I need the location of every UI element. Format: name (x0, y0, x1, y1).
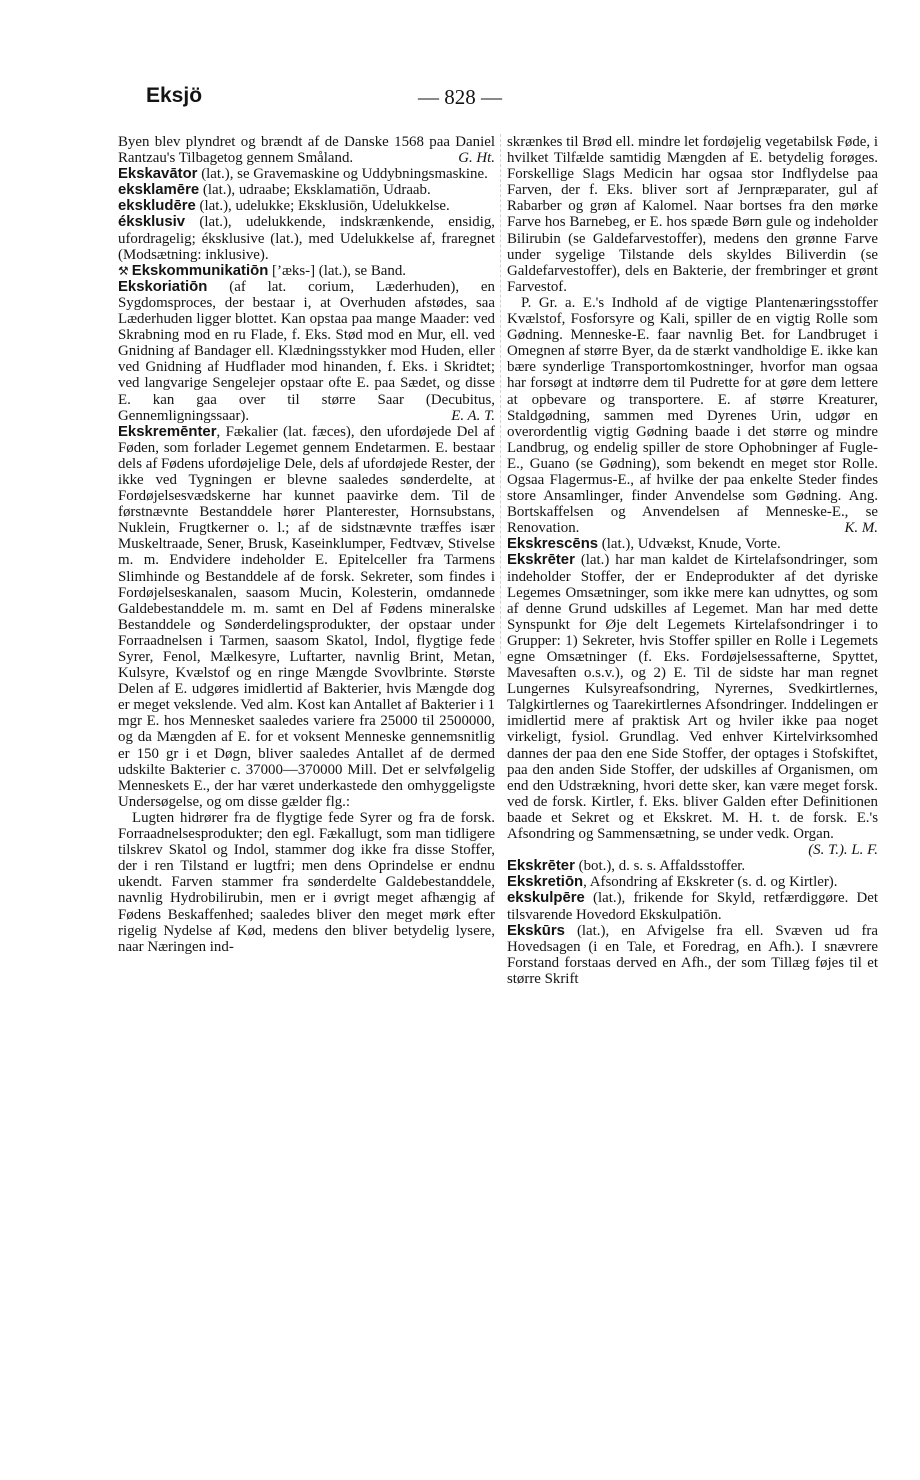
entry-text: skrænkes til Brød ell. mindre let fordøjelig vegetabilsk Føde, i hvilket Tilfælde samtidig Mængden af E. betydelig forøges. Forskellige Slags Medicin har ogsaa stor Indflydelse paa Farven, der f. Eks. bliver sort af Jernpræparater, gul af Rabarber og grøn af Kalomel. Naar bortses fra den mørke Farve hos Barnebeg, er E. hos spæde Børn gule og indeholder Bilirubin (se Galdefarvestoffer), medens den grønne Farve under sygelige Tilstande dels skyldes Biliverdin (se Galdefarvestoffer), dels en Bakterie, der frembringer et grønt Farvestof. (507, 134, 878, 295)
headword: ekskulpēre (507, 890, 585, 907)
entry-text: (lat.), frikende for Skyld, retfærdiggøre. Det tilsvarende Hovedord Ekskulpatiōn. (507, 890, 878, 923)
entry-text: (lat.), en Afvigelse fra ell. Svæven ud fra Hovedsagen (i en Tale, et Foredrag, en Afh.). I snævrere Forstand forstaas derved en Afh., der som Tillæg føjes til et større Skrift (507, 922, 878, 987)
author-signature: (S. T.). L. F. (808, 842, 878, 859)
headword: Ekskavātor (118, 166, 198, 183)
headword: Ekskommunikatiōn (131, 262, 269, 279)
entry-paragraph (507, 536, 878, 552)
entry-paragraph (118, 263, 495, 279)
entry-text: (lat.) har man kaldet de Kirtelafsondringer, som indeholder Stoffer, der er Endeprodukter af det dyriske Legemes Omsætninger, som ikke mere kan udnyttes, og som af denne Grund udskilles af Legemet. Man har med dette Synspunkt for Øje delt Legemets Kirtelafsondringer i to Grupper: 1) Sekreter, hvis Stoffer spiller en Rolle i Legemets egne Omsætninger (f. Eks. Fordøjelsessafterne, Spyttet, Mavesaften o.s.v.), og 2) E. Til de sidste har man regnet Lungernes Kulsyreafsondring, Nyrernes, Svedkirtlernes, Talgkirtlernes og Taarekirtlernes Afsondringer. Inddelingen er imidlertid mere af praktisk Art og hviler ikke paa noget virkeligt, fysiol. Grundlag. Ved enhver Kirtelvirksomhed dannes der paa den ene Side Stoffer, der optages i Stofskiftet, paa den anden Side Stoffer, der udskilles af Organismen, om end den Udstrækning, hvori dette sker, kan være meget forsk. ved de forsk. Kirtler, f. Eks. bliver Galden efter Definitionen baade et Sekret og et Ekskret. M. H. t. de forsk. E.'s Afsondring og Sammensætning, se under vedk. Organ. (507, 552, 878, 843)
entry-text: P. Gr. a. E.'s Indhold af de vigtige Plantenæringsstoffer Kvælstof, Fosforsyre og Kali, spiller de en vigtig Rolle som Gødning. Menneske-E. faar navnlig Bet. for Landbruget i Omegnen af større Byer, da de stærkt vandholdige E. ikke kan bære synderlige Transportomkostninger, hvorfor man ogsaa har forsøgt at indtørre dem til Pudrette for at gøre dem lettere at opbevare og transportere. E. af større Kreaturer, Staldgødning, sammen med Dyrenes Urin, udgør en overordentlig vigtig Gødning baade i det større og mindre Landbrug, og endelig spiller de store Ophobninger af Fugle-E., Guano (se Gødning), som bekendt en meget stor Rolle. Ogsaa Flagermus-E., af hvilke der paa enkelte Steder findes store Ansamlinger, finder Anvendelse som Gødning. Ang. Bortskaffelsen og Anvendelsen af Menneske-E., se Renovation. (507, 294, 878, 537)
column-divider (500, 134, 502, 654)
entry-text: (lat.), udelukke; Eksklusiōn, Udelukkelse. (195, 198, 450, 215)
entry-paragraph (118, 134, 495, 166)
entry-text: [’æks-] (lat.), se Band. (268, 262, 407, 279)
entry-text: (af lat. corium, Læderhuden), en Sygdomsproces, der bestaar i, at Overhuden afstødes, saa Læderhuden ligger blottet. Kan opstaa paa mange Maader: ved Skrabning mod en ru Flade, f. Eks. Stød mod en Mur, ell. ved Gnidning af Bandager ell. Klædningsstykker mod Huden, eller ved Gnidning af Hudflader mod hinanden, f. Eks. i Skridtet; ved langvarige Sengelejer opstaar ofte E. paa Sædet, og disse E. kan gaa over til større Saar (Decubitus, Gennemligningssaar). (118, 278, 495, 424)
entry-text: , Afsondring af Ekskreter (s. d. og Kirtler). (583, 874, 838, 891)
entry-paragraph (507, 858, 878, 874)
entry-paragraph (118, 279, 495, 424)
author-signature: K. M. (844, 520, 878, 537)
headword: éksklusiv (118, 214, 186, 231)
entry-paragraph (507, 923, 878, 987)
right-column (507, 134, 878, 987)
page-number: — 828 — (418, 85, 502, 109)
headword: Ekskoriatiōn (118, 278, 208, 295)
entry-paragraph (507, 874, 878, 890)
entry-text: (lat.), udelukkende, indskrænkende, ensidig, ufordragelig; éksklusive (lat.), med Udelukkelse af, fraregnet (Modsætning: inklusive). (118, 214, 495, 263)
entry-paragraph (118, 214, 495, 262)
entry-paragraph (507, 552, 878, 858)
headword: eksklamēre (118, 182, 200, 199)
entry-text: (lat.), Udvækst, Knude, Vorte. (598, 536, 781, 553)
entry-paragraph (118, 166, 495, 182)
headword: Ekskrescēns (507, 536, 599, 553)
left-column (118, 134, 495, 955)
headword: Ekskrēter (507, 858, 575, 875)
entry-text: (lat.), udraabe; Eksklamatiōn, Udraab. (199, 182, 431, 199)
entry-text: (bot.), d. s. s. Affaldsstoffer. (574, 858, 746, 875)
entry-paragraph (507, 890, 878, 922)
entry-text: (lat.), se Gravemaskine og Uddybningsmaskine. (197, 166, 488, 183)
author-signature: E. A. T. (451, 407, 495, 424)
entry-paragraph (118, 424, 495, 810)
headword: Ekskremēnter (118, 423, 217, 440)
running-head-word: Eksjö (146, 84, 203, 107)
author-signature: G. Ht. (458, 150, 495, 167)
entry-paragraph (118, 810, 495, 955)
entry-paragraph (507, 134, 878, 295)
entry-text: Lugten hidrører fra de flygtige fede Syrer og fra de forsk. Forraadnelsesprodukter; den egl. Fækallugt, som man tidligere tilskrev Skatol og Indol, stammer dog ikke fra disse Stoffer, der i ren Tilstand er lugtfri; men dens Oprindelse er endnu ukendt. Farven stammer fra sønderdelte Galdebestanddele, navnlig Hydrobilirubin, men er i øvrigt meget afhængig af Fødens Beskaffenhed; saaledes bliver den meget mørk efter rigelig Nydelse af Kød, medens den bliver betydelig lysere, naar Næringen ind- (118, 809, 495, 955)
entry-paragraph (118, 182, 495, 198)
entry-text: Byen blev plyndret og brændt af de Danske 1568 paa Daniel Rantzau's Tilbagetog gennem Småland. (118, 134, 495, 167)
headword: ekskludēre (118, 198, 196, 215)
entry-paragraph (507, 295, 878, 536)
headword: Ekskretiōn (507, 874, 584, 891)
crossed-hammers-icon: ⚒ (118, 263, 129, 278)
headword: Ekskūrs (507, 922, 565, 939)
headword: Ekskrēter (507, 552, 575, 569)
entry-text: , Fækalier (lat. fæces), den ufordøjede Del af Føden, som forlader Legemet gennem Endetarmen. E. bestaar dels af Fødens ufordøjelige Dele, dels af ufordøjede Rester, der ikke ved Tygningen er blevne saaledes sønderdelte, at Fordøjelsesvædskerne har kunnet paavirke dem. Til de førstnævnte Bestanddele hører Planterester, Hornsubstans, Nuklein, Frugtkerner o. l.; af de sidstnævnte træffes især Muskeltraade, Sener, Brusk, Kaseinklumper, Fedtvæv, Stivelse m. m. Endvidere indeholder E. Epitelceller fra Tarmens Slimhinde og Bestanddele af de forsk. Sekreter, som findes i Fordøjelseskanalen, saasom Mucin, Kolesterin, omdannede Galdebestanddele m. m. samt en Del af Fødens mineralske Bestanddele og Sønderdelingsprodukter, der opstaar under Forraadnelsen i Tarmen, saasom Skatol, Indol, flygtige fede Syrer, Fenol, Mælkesyre, Luftarter, navnlig Brint, Metan, Kulsyre, Kvælstof og en ringe Mængde Svovlbrinte. Største Delen af E. udgøres imidlertid af Bakterier, hvis Mængde dog er meget vekslende. Ved alm. Kost kan Antallet af Bakterier i 1 mgr E. hos Mennesket saaledes variere fra 25000 til 2500000, og da Mængden af E. for et voksent Menneske gennemsnitlig er 150 gr i et Døgn, bliver saaledes Antallet af de dermed udskilte Bakterier c. 37000—370000 Mill. Det er selvfølgelig Menneskets E., der har været underkastede den omhyggeligste Undersøgelse, og om disse gælder flg.: (118, 423, 495, 810)
entry-paragraph (118, 198, 495, 214)
